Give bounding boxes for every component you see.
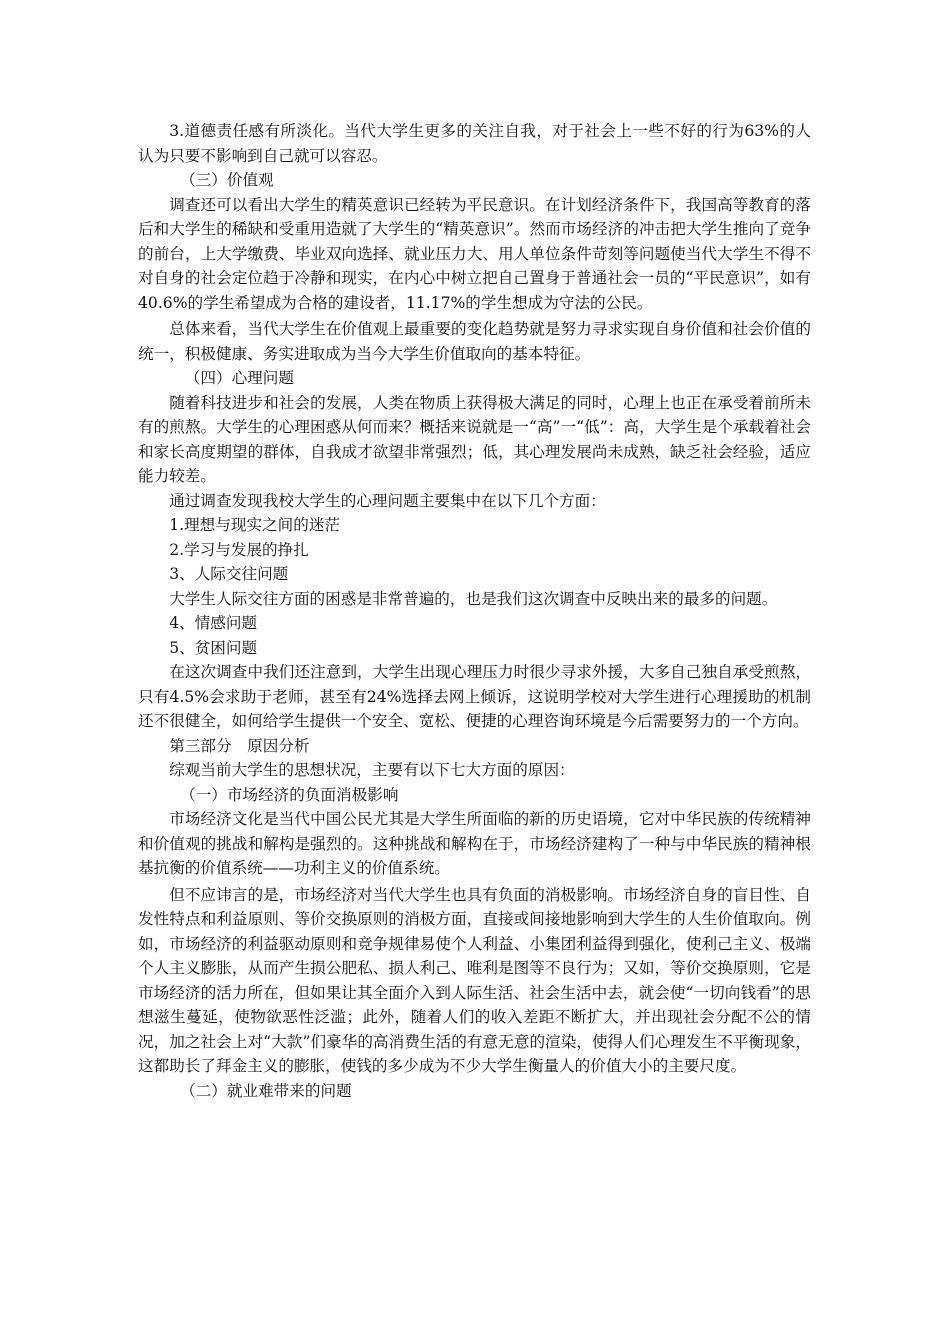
list-item-ideal-reality: 1.理想与现实之间的迷茫 xyxy=(169,516,341,534)
paragraph-moral-responsibility: 3.道德责任感有所淡化。当代大学生更多的关注自我，对于社会上一些不好的行为63%的人认为只要不影响到自己就可以容忍。 xyxy=(138,122,811,165)
list-item-interpersonal: 3、人际交往问题 xyxy=(169,565,289,583)
paragraph-seeking-help: 在这次调查中我们还注意到，大学生出现心理压力时很少寻求外援，大多自己独自承受煎熬，只有4.5%会求助于老师，甚至有24%选择去网上倾诉，这说明学校对大学生进行心理援助的机制还不很健全，如何给学生提供一个安全、宽松、便捷的心理咨询环境是今后需要努力的一个方向。 xyxy=(138,663,811,730)
paragraph-psychology-survey: 通过调查发现我校大学生的心理问题主要集中在以下几个方面： xyxy=(169,491,606,510)
list-item-emotional: 4、情感问题 xyxy=(169,614,258,632)
paragraph-seven-causes: 综观当前大学生的思想状况，主要有以下七大方面的原因： xyxy=(169,761,575,779)
paragraph-values-summary: 总体来看，当代大学生在价值观上最重要的变化趋势就是努力寻求实现自身价值和社会价值的统一，积极健康、务实进取成为当今大学生价值取向的基本特征。 xyxy=(138,320,811,363)
heading-employment: （二）就业难带来的问题 xyxy=(180,1081,352,1100)
paragraph-psychology-intro: 随着科技进步和社会的发展，人类在物质上获得极大满足的同时，心理上也正在承受着前所未有的煎熬。大学生的心理困惑从何而来？概括来说就是一“高”一“低”：高，大学生是个承载着社会和家长高度期望的群体，自我成才欲望非常强烈；低，其心理发展尚未成熟，缺乏社会经验，适应能力较差。 xyxy=(138,393,811,485)
list-item-study-development: 2.学习与发展的挣扎 xyxy=(169,540,309,559)
list-item-poverty: 5、贫困问题 xyxy=(169,638,258,657)
document-page xyxy=(138,119,811,1103)
paragraph-market-culture: 市场经济文化是当代中国公民尤其是大学生所面临的新的历史语境，它对中华民族的传统精神和价值观的挑战和解构是强烈的。这种挑战和解构在于，市场经济建构了一种与中华民族的精神根基抗衡的价值系统——功利主义的价值系统。 xyxy=(138,810,811,877)
heading-part-three: 第三部分 原因分析 xyxy=(169,736,310,755)
heading-psychology: （四）心理问题 xyxy=(184,369,294,387)
paragraph-elite-to-common: 调查还可以看出大学生的精英意识已经转为平民意识。在计划经济条件下，我国高等教育的落后和大学生的稀缺和受重用造就了大学生的“精英意识”。然而市场经济的冲击把大学生推向了竞争的前台，上大学缴费、毕业双向选择、就业压力大、用人单位条件苛刻等问题使当代大学生不得不对自身的社会定位趋于冷静和现实，在内心中树立把自己置身于普通社会一员的“平民意识”，如有40.6%的学生希望成为合格的建设者，11.17%的学生想成为守法的公民。 xyxy=(138,195,811,312)
heading-market-economy: （一）市场经济的负面消极影响 xyxy=(180,785,399,804)
paragraph-market-negative: 但不应讳言的是，市场经济对当代大学生也具有负面的消极影响。市场经济自身的盲目性、自发性特点和利益原则、等价交换原则的消极方面，直接或间接地影响到大学生的人生价值取向。例如，市场经济的利益驱动原则和竞争规律易使个人利益、小集团利益得到强化，使利己主义、极端个人主义膨胀，从而产生损公肥私、损人利己、唯利是图等不良行为；又如，等价交换原则，它是市场经济的活力所在，但如果让其全面介入到人际生活、社会生活中去，就会使“一切向钱看”的思想滋生蔓延，使物欲恶性泛滥；此外，随着人们的收入差距不断扩大，并出现社会分配不公的情况，加之社会上对“大款”们豪华的高消费生活的有意无意的渲染，使得人们心理发生不平衡现象，这都助长了拜金主义的膨胀，使钱的多少成为不少大学生衡量人的价值大小的主要尺度。 xyxy=(138,885,811,1075)
heading-values: （三）价值观 xyxy=(180,171,274,189)
paragraph-interpersonal: 大学生人际交往方面的困惑是非常普遍的，也是我们这次调查中反映出来的最多的问题。 xyxy=(169,589,778,608)
